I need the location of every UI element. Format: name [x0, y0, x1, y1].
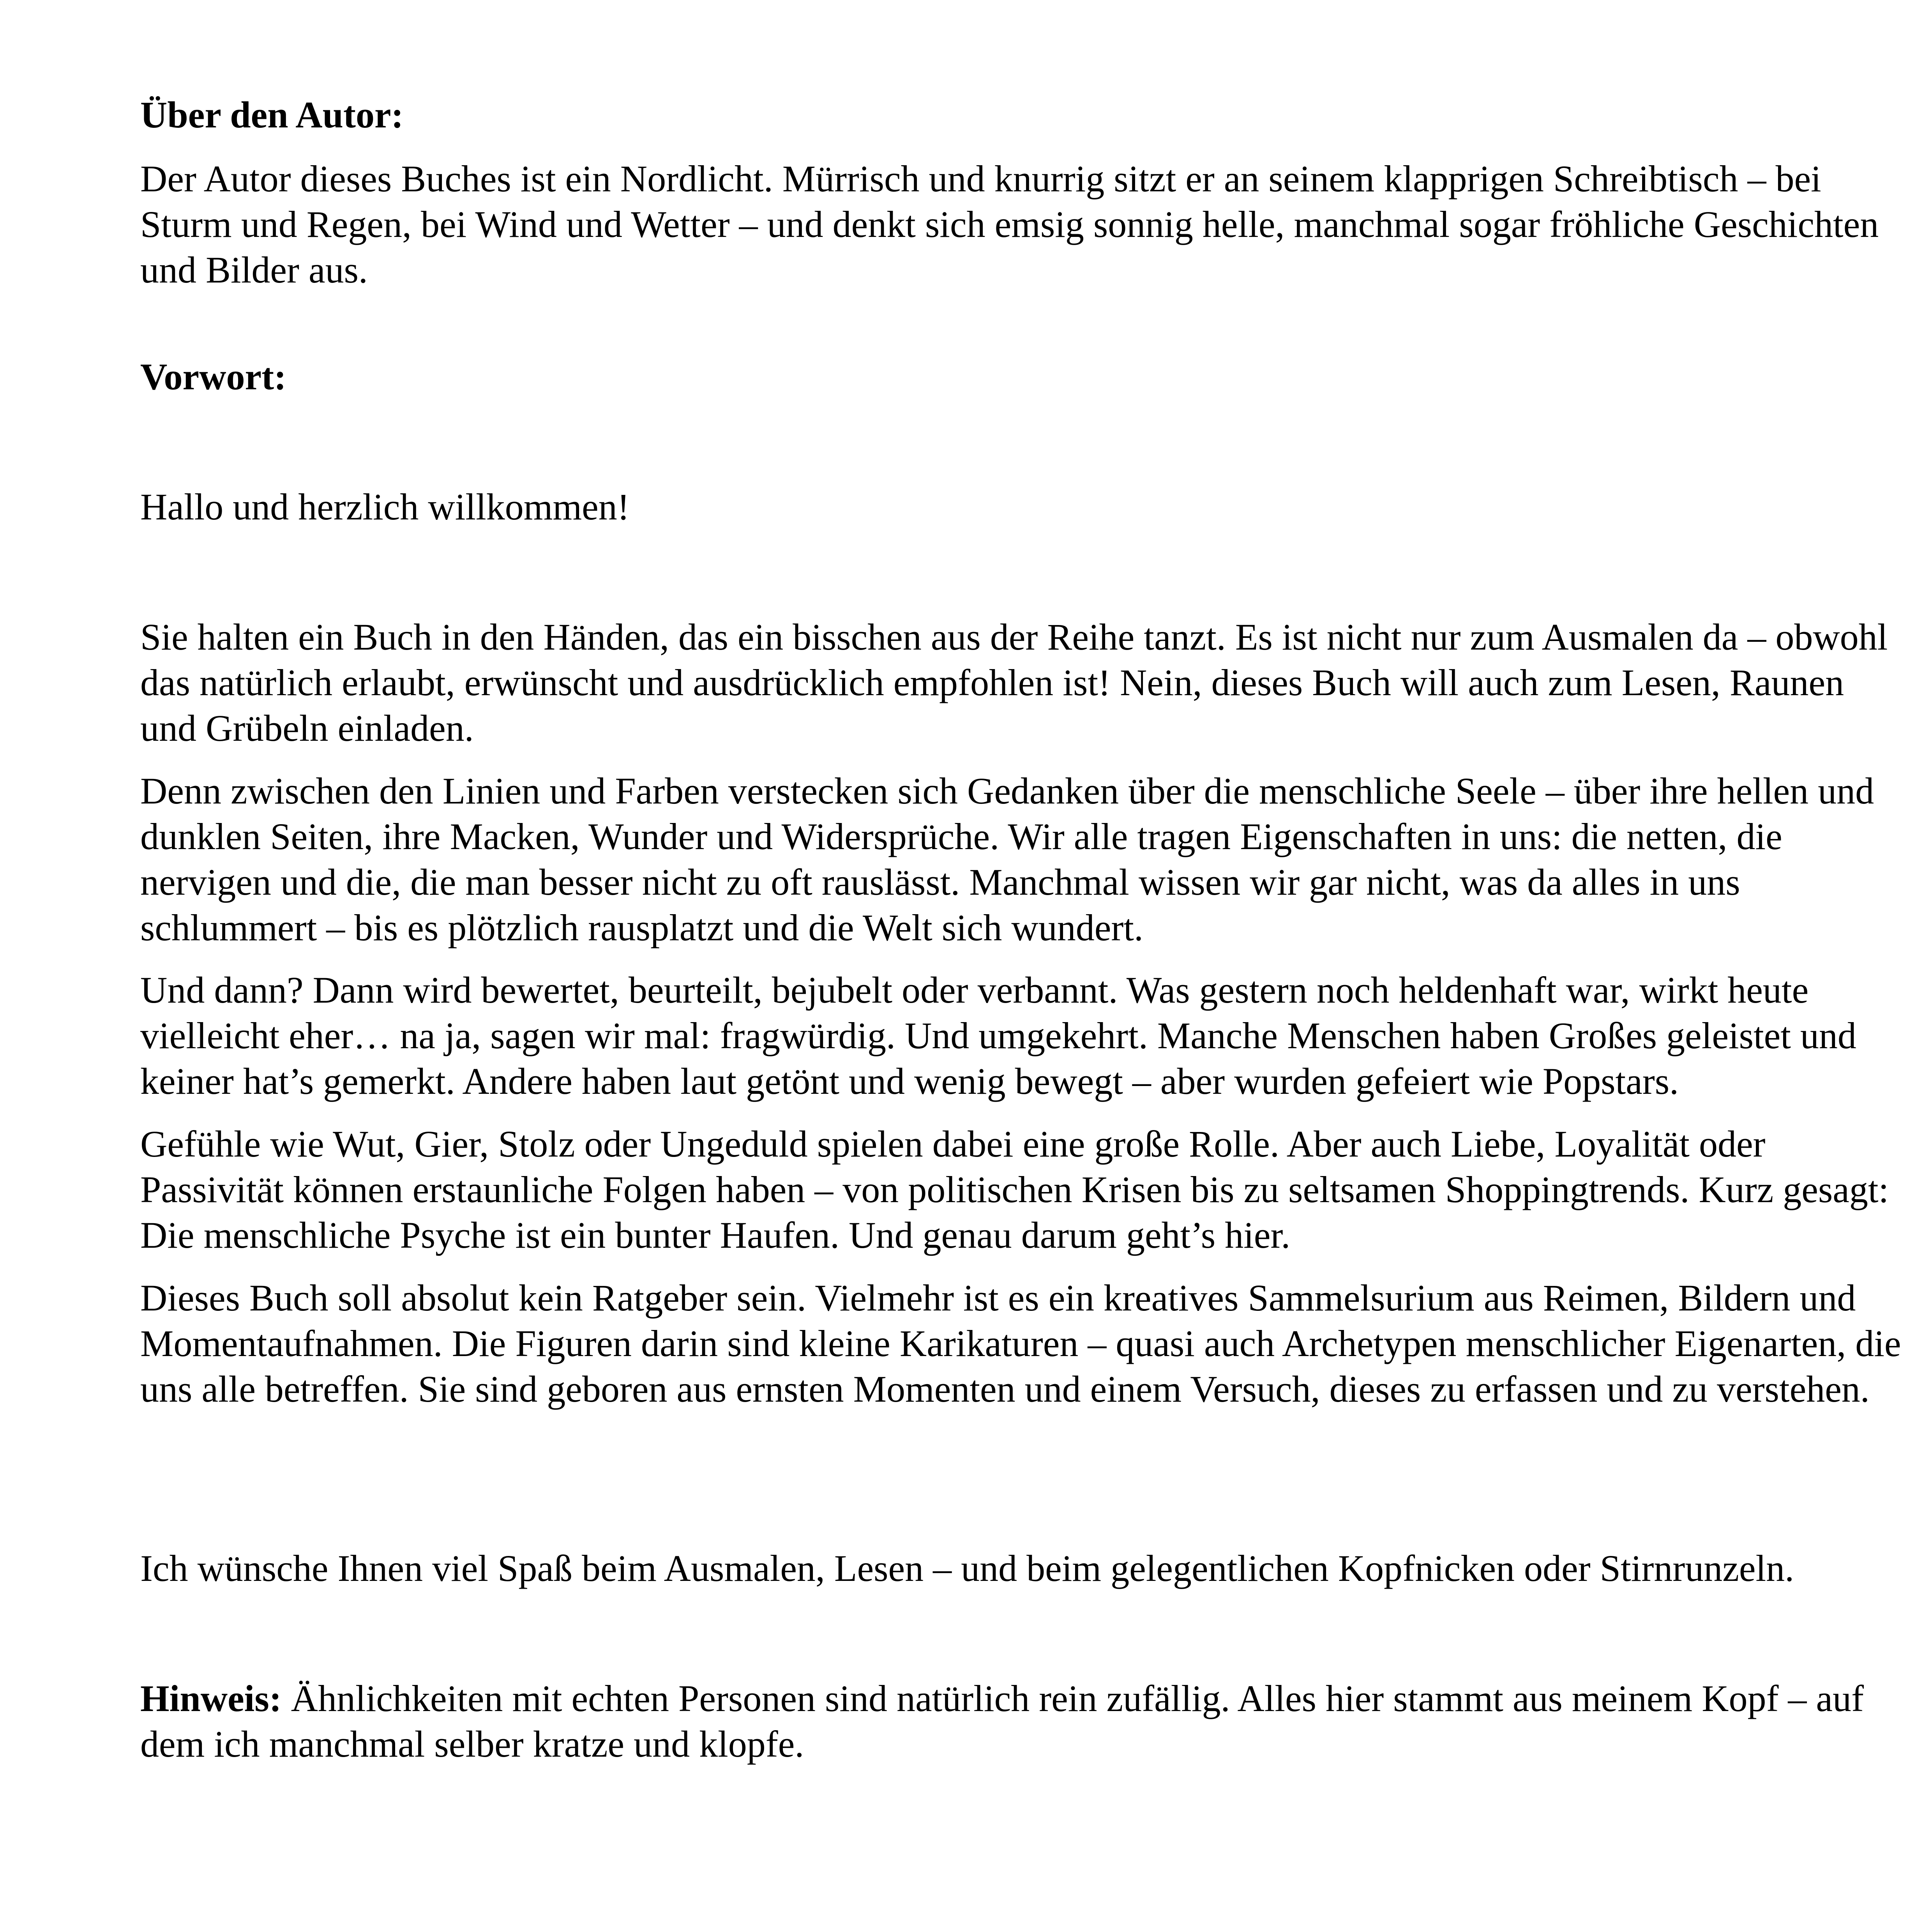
foreword-heading: Vorwort:: [140, 356, 286, 397]
foreword-paragraph-1: Sie halten ein Buch in den Händen, das ein bisschen aus der Reihe tanzt. Es ist nicht nur zum Ausmalen da – obwohl das natürlich erlaubt, erwünscht und ausdrücklich empfohlen ist! Nein, dieses Buch will auch zum Lesen, Raunen und Grübeln einladen.: [140, 616, 1888, 749]
foreword-paragraph-4: Gefühle wie Wut, Gier, Stolz oder Ungeduld spielen dabei eine große Rolle. Aber auch Liebe, Loyalität oder Passivität können erstaunliche Folgen haben – von politischen Krisen bis zu seltsamen Shoppingtrends. Kurz gesagt: Die menschliche Psyche ist ein bunter Haufen. Und genau darum geht’s hier.: [140, 1123, 1889, 1256]
note-text: Ähnlichkeiten mit echten Personen sind natürlich rein zufällig. Alles hier stammt aus meinem Kopf – auf dem ich manchmal selber kratze und klopfe.: [140, 1678, 1864, 1765]
foreword-paragraph-5: Dieses Buch soll absolut kein Ratgeber sein. Vielmehr ist es ein kreatives Sammelsurium aus Reimen, Bildern und Momentaufnahmen. Die Figuren darin sind kleine Karikaturen – quasi auch Archetypen menschlicher Eigenarten, die uns alle betreffen. Sie sind geboren aus ernsten Momenten und einem Versuch, dieses zu erfassen und zu verstehen.: [140, 1277, 1901, 1410]
about-paragraph: Der Autor dieses Buches ist ein Nordlicht. Mürrisch und knurrig sitzt er an seinem klapprigen Schreibtisch – bei Sturm und Regen, bei Wind und Wetter – und denkt sich emsig sonnig helle, manchmal sogar fröhliche Geschichten und Bilder aus.: [140, 158, 1879, 291]
foreword-closing: Ich wünsche Ihnen viel Spaß beim Ausmalen, Lesen – und beim gelegentlichen Kopfnicken oder Stirnrunzeln.: [140, 1547, 1794, 1589]
about-heading: Über den Autor:: [140, 94, 404, 136]
note-label: Hinweis:: [140, 1678, 282, 1719]
note-paragraph: [140, 1676, 1909, 1767]
foreword-paragraph-3: Und dann? Dann wird bewertet, beurteilt, bejubelt oder verbannt. Was gestern noch heldenhaft war, wirkt heute vielleicht eher… na ja, sagen wir mal: fragwürdig. Und umgekehrt. Manche Menschen haben Großes geleistet und keiner hat’s gemerkt. Andere haben laut getönt und wenig bewegt – aber wurden gefeiert wie Popstars.: [140, 969, 1856, 1102]
foreword-paragraph-2: Denn zwischen den Linien und Farben verstecken sich Gedanken über die menschliche Seele – über ihre hellen und dunklen Seiten, ihre Macken, Wunder und Widersprüche. Wir alle tragen Eigenschaften in uns: die netten, die nervigen und die, die man besser nicht zu oft rauslässt. Manchmal wissen wir gar nicht, was da alles in uns schlummert – bis es plötzlich rausplatzt und die Welt sich wundert.: [140, 770, 1874, 948]
foreword-greeting: Hallo und herzlich willkommen!: [140, 486, 630, 528]
